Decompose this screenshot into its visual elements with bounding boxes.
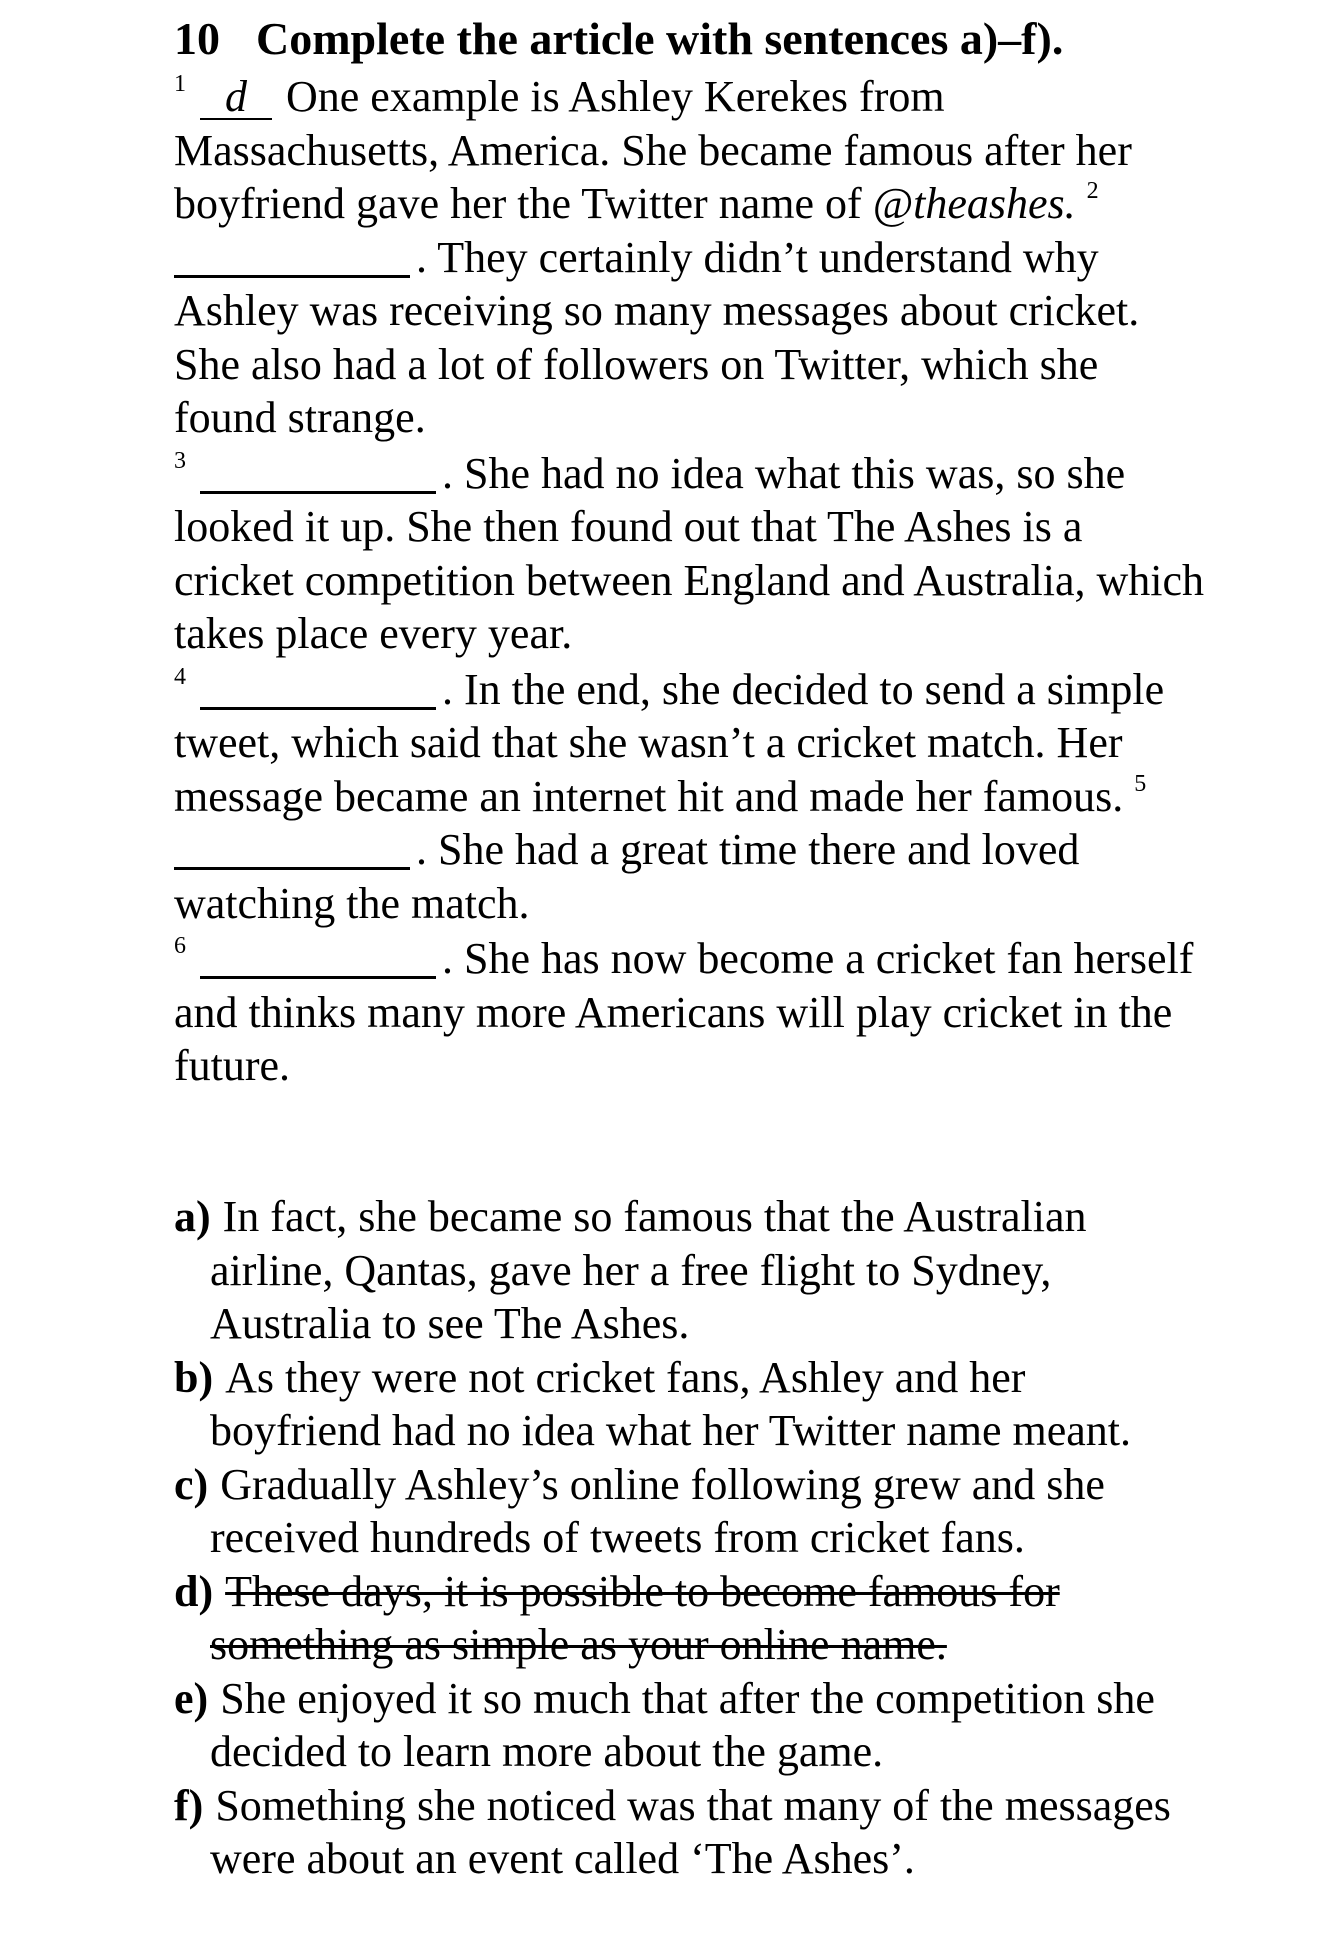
gap-3-blank[interactable]	[200, 490, 436, 494]
sentence-options-list	[174, 1190, 1204, 1886]
option-letter: b)	[174, 1352, 214, 1402]
option-letter: c)	[174, 1459, 209, 1509]
paragraph-3-text-a: . In the end, she decided to send a simple tweet, which said that she wasn’t a cricket match. Her message became an internet hit and made her famous.	[174, 664, 1165, 821]
gap-number-5: 5	[1134, 770, 1147, 797]
option-f	[174, 1779, 1204, 1886]
paragraph-1-text-a: One example is Ashley Kerekes from Massachusetts, America. She became famous after her boyfriend gave her the Twitter name of	[174, 72, 1132, 228]
article-paragraph-1	[174, 70, 1204, 445]
twitter-handle: @theashes.	[872, 179, 1076, 228]
exercise-page	[174, 8, 1204, 1093]
option-c	[174, 1458, 1204, 1565]
option-text: In fact, she became so famous that the Australian airline, Qantas, gave her a free flight to Sydney, Australia to see The Ashes.	[210, 1192, 1087, 1348]
gap-1-answer: d	[200, 76, 272, 120]
gap-number-1: 1	[174, 71, 186, 97]
article-paragraph-2	[174, 447, 1204, 661]
option-text: She enjoyed it so much that after the competition she decided to learn more about the game.	[210, 1673, 1155, 1776]
article-paragraph-4	[174, 932, 1204, 1093]
option-letter: d)	[174, 1566, 214, 1616]
gap-6-blank[interactable]	[200, 975, 436, 979]
paragraph-1-text-b: . They certainly didn’t understand why Ashley was receiving so many messages about cricket. She also had a lot of followers on Twitter, which she found strange.	[174, 232, 1140, 442]
option-letter: e)	[174, 1673, 209, 1723]
option-b	[174, 1351, 1204, 1458]
exercise-instruction: Complete the article with sentences a)–f).	[256, 13, 1064, 64]
option-letter: f)	[174, 1780, 204, 1830]
paragraph-2-text: . She had no idea what this was, so she looked it up. She then found out that The Ashes is a cricket competition between England and Australia, which takes place every year.	[174, 448, 1205, 658]
gap-number-2: 2	[1086, 178, 1099, 204]
paragraph-4-text: . She has now become a cricket fan herself and thinks many more Americans will play cricket in the future.	[174, 934, 1194, 1090]
gap-4-blank[interactable]	[200, 706, 436, 710]
exercise-heading	[174, 8, 1204, 70]
article-text	[174, 70, 1204, 1093]
option-e	[174, 1672, 1204, 1779]
gap-5-blank[interactable]	[174, 866, 410, 870]
option-text-struck: These days, it is possible to become famous for something as simple as your online name.	[210, 1566, 1060, 1669]
option-text: As they were not cricket fans, Ashley and her boyfriend had no idea what her Twitter name meant.	[210, 1352, 1132, 1455]
article-paragraph-3	[174, 663, 1204, 931]
gap-number-4: 4	[174, 663, 186, 690]
gap-number-3: 3	[174, 447, 186, 474]
option-a	[174, 1190, 1204, 1351]
gap-2-blank[interactable]	[174, 274, 410, 278]
option-letter: a)	[174, 1192, 211, 1241]
paragraph-3-text-b: . She had a great time there and loved watching the match.	[174, 825, 1080, 928]
exercise-number: 10	[174, 13, 220, 64]
option-text: Something she noticed was that many of the messages were about an event called ‘The Ashes’.	[210, 1780, 1171, 1883]
gap-number-6: 6	[174, 933, 186, 959]
option-text: Gradually Ashley’s online following grew and she received hundreds of tweets from cricket fans.	[210, 1459, 1105, 1562]
option-d	[174, 1565, 1204, 1672]
